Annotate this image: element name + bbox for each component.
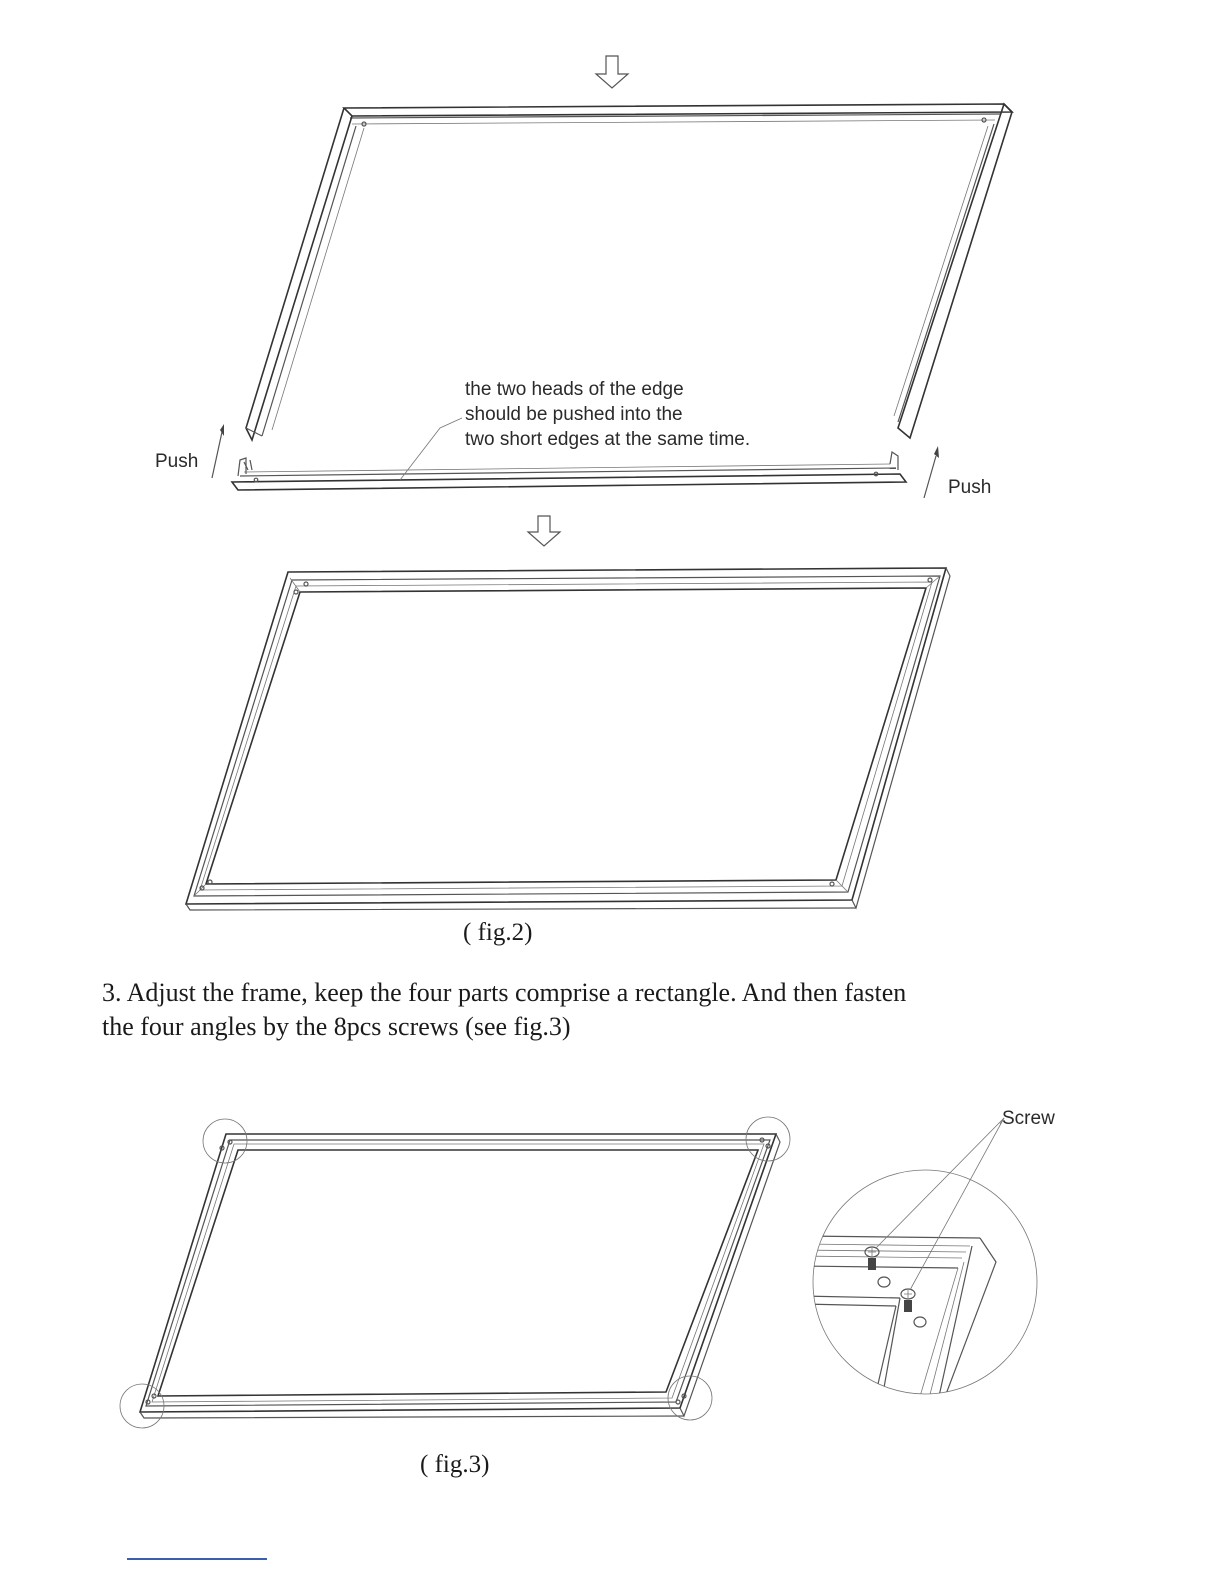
fig3-caption: ( fig.3) (420, 1451, 490, 1478)
down-arrow-icon (528, 516, 560, 546)
step-3-line-1: 3. Adjust the frame, keep the four parts comprise a rectangle. And then fasten (102, 978, 907, 1007)
corner-detail-view (800, 1118, 1037, 1410)
down-arrow-icon (596, 56, 628, 88)
fig2-caption: ( fig.2) (463, 919, 533, 946)
step-3-line-2: the four angles by the 8pcs screws (see fig.3) (102, 1012, 571, 1041)
fig3-frame (120, 1117, 790, 1428)
annotation-line-1: the two heads of the edge (465, 379, 684, 400)
footer-divider (127, 1558, 267, 1560)
assembled-frame (186, 568, 950, 910)
step-3-instruction (102, 976, 1002, 1044)
screw-label: Screw (1002, 1108, 1055, 1129)
annotation-line-2: should be pushed into the (465, 404, 683, 425)
push-label-right: Push (948, 477, 992, 498)
corner-highlight (746, 1117, 790, 1161)
annotation-line-3: two short edges at the same time. (465, 429, 751, 450)
push-label-left: Push (155, 451, 199, 472)
